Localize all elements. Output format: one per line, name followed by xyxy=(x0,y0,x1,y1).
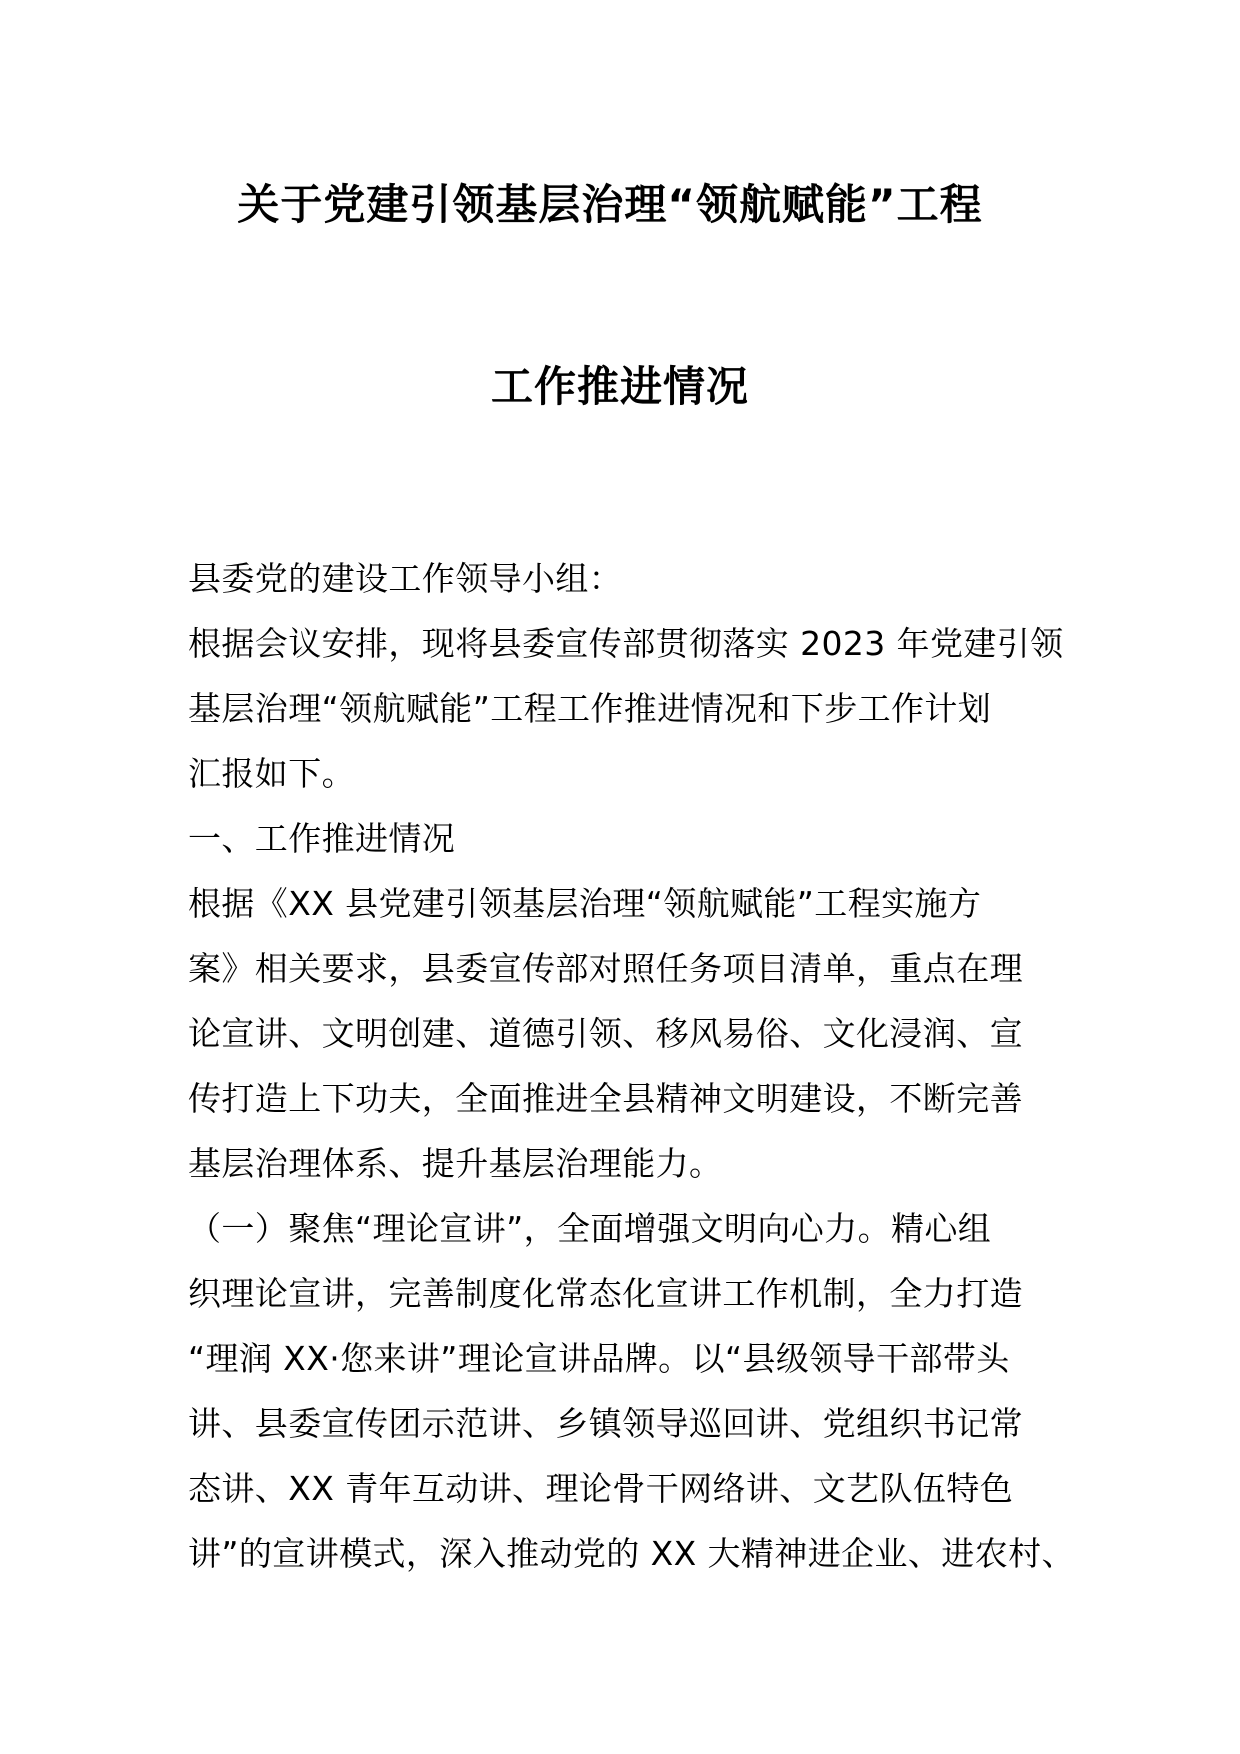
body-line: 基层治理体系、提升基层治理能力。 xyxy=(188,1144,723,1183)
body-line: 讲”的宣讲模式，深入推动党的 XX 大精神进企业、进农村、 xyxy=(188,1534,1075,1573)
body-line: 基层治理“领航赋能”工程工作推进情况和下步工作计划 xyxy=(188,689,992,728)
body-line: 根据《XX 县党建引领基层治理“领航赋能”工程实施方 xyxy=(188,884,982,923)
salutation: 县委党的建设工作领导小组： xyxy=(188,559,623,598)
body-line: 态讲、XX 青年互动讲、理论骨干网络讲、文艺队伍特色 xyxy=(188,1469,1014,1508)
body-line: 根据会议安排，现将县委宣传部贯彻落实 2023 年党建引领 xyxy=(188,624,1064,663)
document-title-line-2: 工作推进情况 xyxy=(490,362,749,411)
document-title-line-1: 关于党建引领基层治理“领航赋能”工程 xyxy=(237,180,983,229)
body-line: 案》相关要求，县委宣传部对照任务项目清单，重点在理 xyxy=(188,949,1023,988)
body-line: 讲、县委宣传团示范讲、乡镇领导巡回讲、党组织书记常 xyxy=(188,1404,1023,1443)
body-line: “理润 XX·您来讲”理论宣讲品牌。以“县级领导干部带头 xyxy=(188,1339,1010,1378)
body-line: 论宣讲、文明创建、道德引领、移风易俗、文化浸润、宣 xyxy=(188,1014,1023,1053)
section-heading: 一、工作推进情况 xyxy=(188,819,456,858)
body-line: 汇报如下。 xyxy=(188,754,355,793)
body-line: 传打造上下功夫，全面推进全县精神文明建设，不断完善 xyxy=(188,1079,1023,1118)
body-line: 织理论宣讲，完善制度化常态化宣讲工作机制，全力打造 xyxy=(188,1274,1023,1313)
subsection-line: （一）聚焦“理论宣讲”，全面增强文明向心力。精心组 xyxy=(188,1209,992,1248)
document-body xyxy=(188,546,1075,1586)
